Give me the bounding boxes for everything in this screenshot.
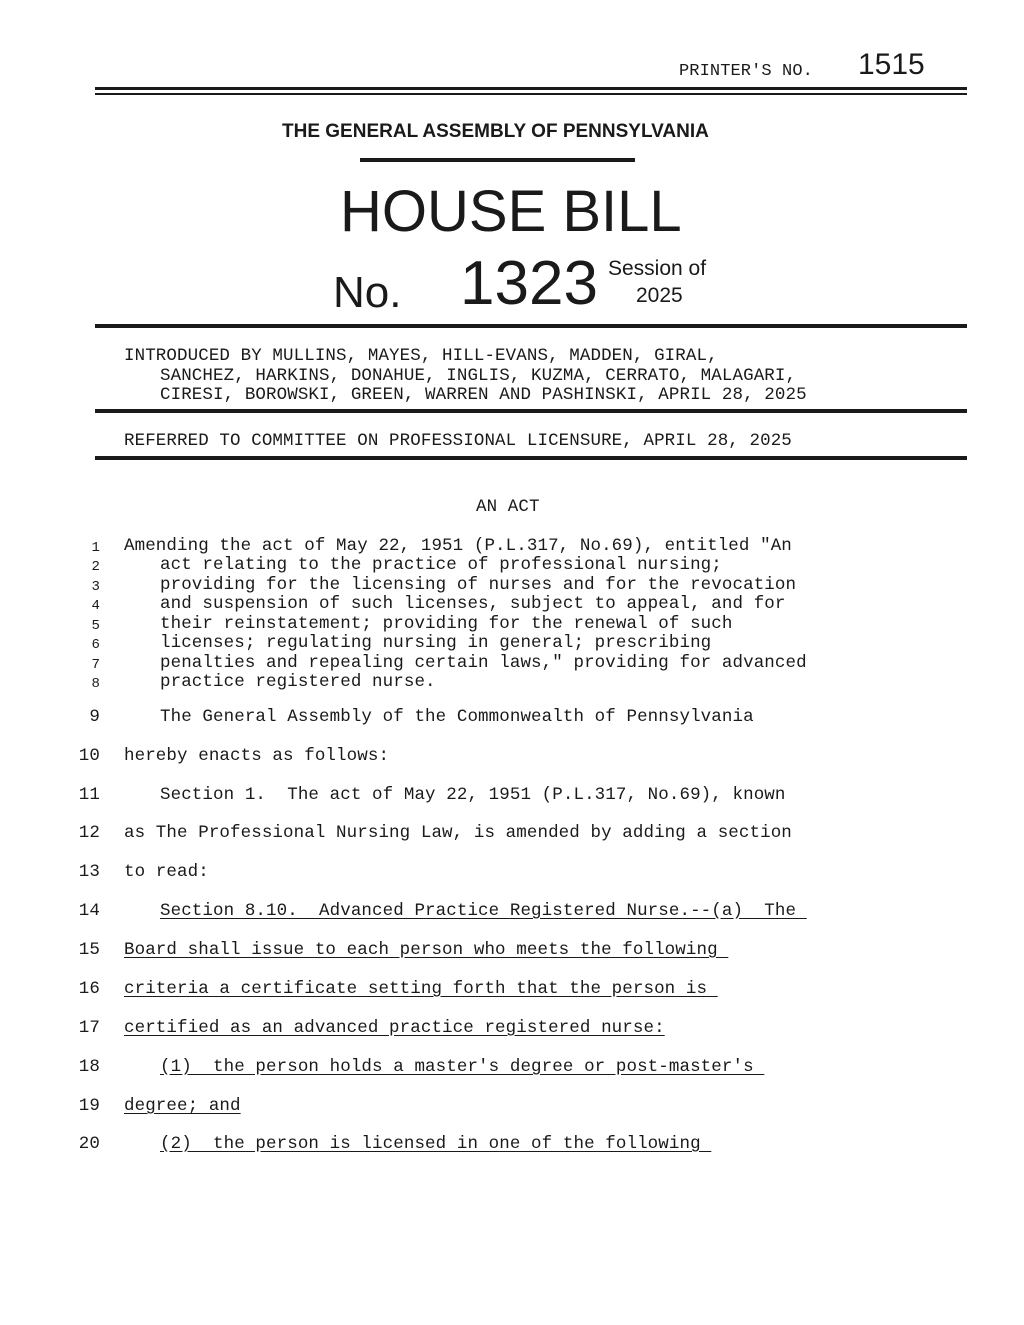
title-line: their reinstatement; providing for the renewal of such bbox=[160, 614, 733, 634]
line-number: 18 bbox=[78, 1057, 100, 1077]
assembly-underline bbox=[360, 158, 635, 162]
line-number: 10 bbox=[78, 746, 100, 766]
inserted-body-line: Section 8.10. Advanced Practice Registered Nurse.--(a) The bbox=[160, 901, 807, 921]
body-line: hereby enacts as follows: bbox=[124, 746, 390, 766]
line-number: 9 bbox=[89, 707, 100, 727]
title-line: practice registered nurse. bbox=[160, 672, 436, 692]
bill-type-heading: HOUSE BILL bbox=[340, 179, 682, 244]
line-number: 19 bbox=[78, 1096, 100, 1116]
introduced-line: INTRODUCED BY MULLINS, MAYES, HILL-EVANS, MADDEN, GIRAL, bbox=[124, 346, 718, 366]
body-line: The General Assembly of the Commonwealth of Pennsylvania bbox=[160, 707, 754, 727]
header-divider bbox=[95, 324, 967, 328]
line-number: 5 bbox=[91, 618, 100, 634]
inserted-body-line: criteria a certificate setting forth that the person is bbox=[124, 979, 718, 999]
line-number: 11 bbox=[78, 785, 100, 805]
title-line: Amending the act of May 22, 1951 (P.L.317, No.69), entitled "An bbox=[124, 536, 792, 556]
inserted-body-line: (2) the person is licensed in one of the following bbox=[160, 1134, 712, 1154]
introduced-line: SANCHEZ, HARKINS, DONAHUE, INGLIS, KUZMA, CERRATO, MALAGARI, bbox=[160, 366, 797, 386]
line-number: 16 bbox=[78, 979, 100, 999]
title-line: and suspension of such licenses, subject to appeal, and for bbox=[160, 594, 786, 614]
printers-number-label: PRINTER'S NO. bbox=[679, 62, 813, 81]
top-rule-thin bbox=[95, 93, 967, 95]
line-number: 2 bbox=[91, 559, 100, 575]
bill-no-label: No. bbox=[333, 268, 402, 317]
line-number: 14 bbox=[78, 901, 100, 921]
body-line: to read: bbox=[124, 862, 209, 882]
line-number: 15 bbox=[78, 940, 100, 960]
inserted-body-line: certified as an advanced practice registered nurse: bbox=[124, 1018, 665, 1038]
line-number: 13 bbox=[78, 862, 100, 882]
title-line: licenses; regulating nursing in general; prescribing bbox=[160, 633, 712, 653]
introduced-line: CIRESI, BOROWSKI, GREEN, WARREN AND PASHINSKI, APRIL 28, 2025 bbox=[160, 385, 807, 405]
act-heading: AN ACT bbox=[476, 497, 540, 517]
body-line: Section 1. The act of May 22, 1951 (P.L.317, No.69), known bbox=[160, 785, 786, 805]
title-line: providing for the licensing of nurses and for the revocation bbox=[160, 575, 797, 595]
bill-number: 1323 bbox=[460, 249, 598, 318]
printers-number: 1515 bbox=[858, 48, 925, 81]
referred-line: REFERRED TO COMMITTEE ON PROFESSIONAL LICENSURE, APRIL 28, 2025 bbox=[124, 431, 792, 451]
assembly-title: THE GENERAL ASSEMBLY OF PENNSYLVANIA bbox=[282, 121, 709, 142]
title-line: penalties and repealing certain laws," providing for advanced bbox=[160, 653, 807, 673]
inserted-body-line: (1) the person holds a master's degree or post-master's bbox=[160, 1057, 765, 1077]
line-number: 17 bbox=[78, 1018, 100, 1038]
line-number: 12 bbox=[78, 823, 100, 843]
inserted-body-line: degree; and bbox=[124, 1096, 241, 1116]
top-rule-thick bbox=[95, 87, 967, 90]
line-number: 8 bbox=[91, 676, 100, 692]
title-line: act relating to the practice of professional nursing; bbox=[160, 555, 722, 575]
referred-divider bbox=[95, 456, 967, 460]
line-number: 1 bbox=[91, 540, 100, 556]
inserted-body-line: Board shall issue to each person who meets the following bbox=[124, 940, 729, 960]
line-number: 4 bbox=[91, 598, 100, 614]
session-label: Session of bbox=[608, 257, 707, 280]
body-line: as The Professional Nursing Law, is amended by adding a section bbox=[124, 823, 792, 843]
line-number: 20 bbox=[78, 1134, 100, 1154]
session-year: 2025 bbox=[636, 284, 683, 307]
line-number: 3 bbox=[91, 579, 100, 595]
line-number: 6 bbox=[91, 637, 100, 653]
introduced-divider bbox=[95, 409, 967, 413]
line-number: 7 bbox=[91, 657, 100, 673]
